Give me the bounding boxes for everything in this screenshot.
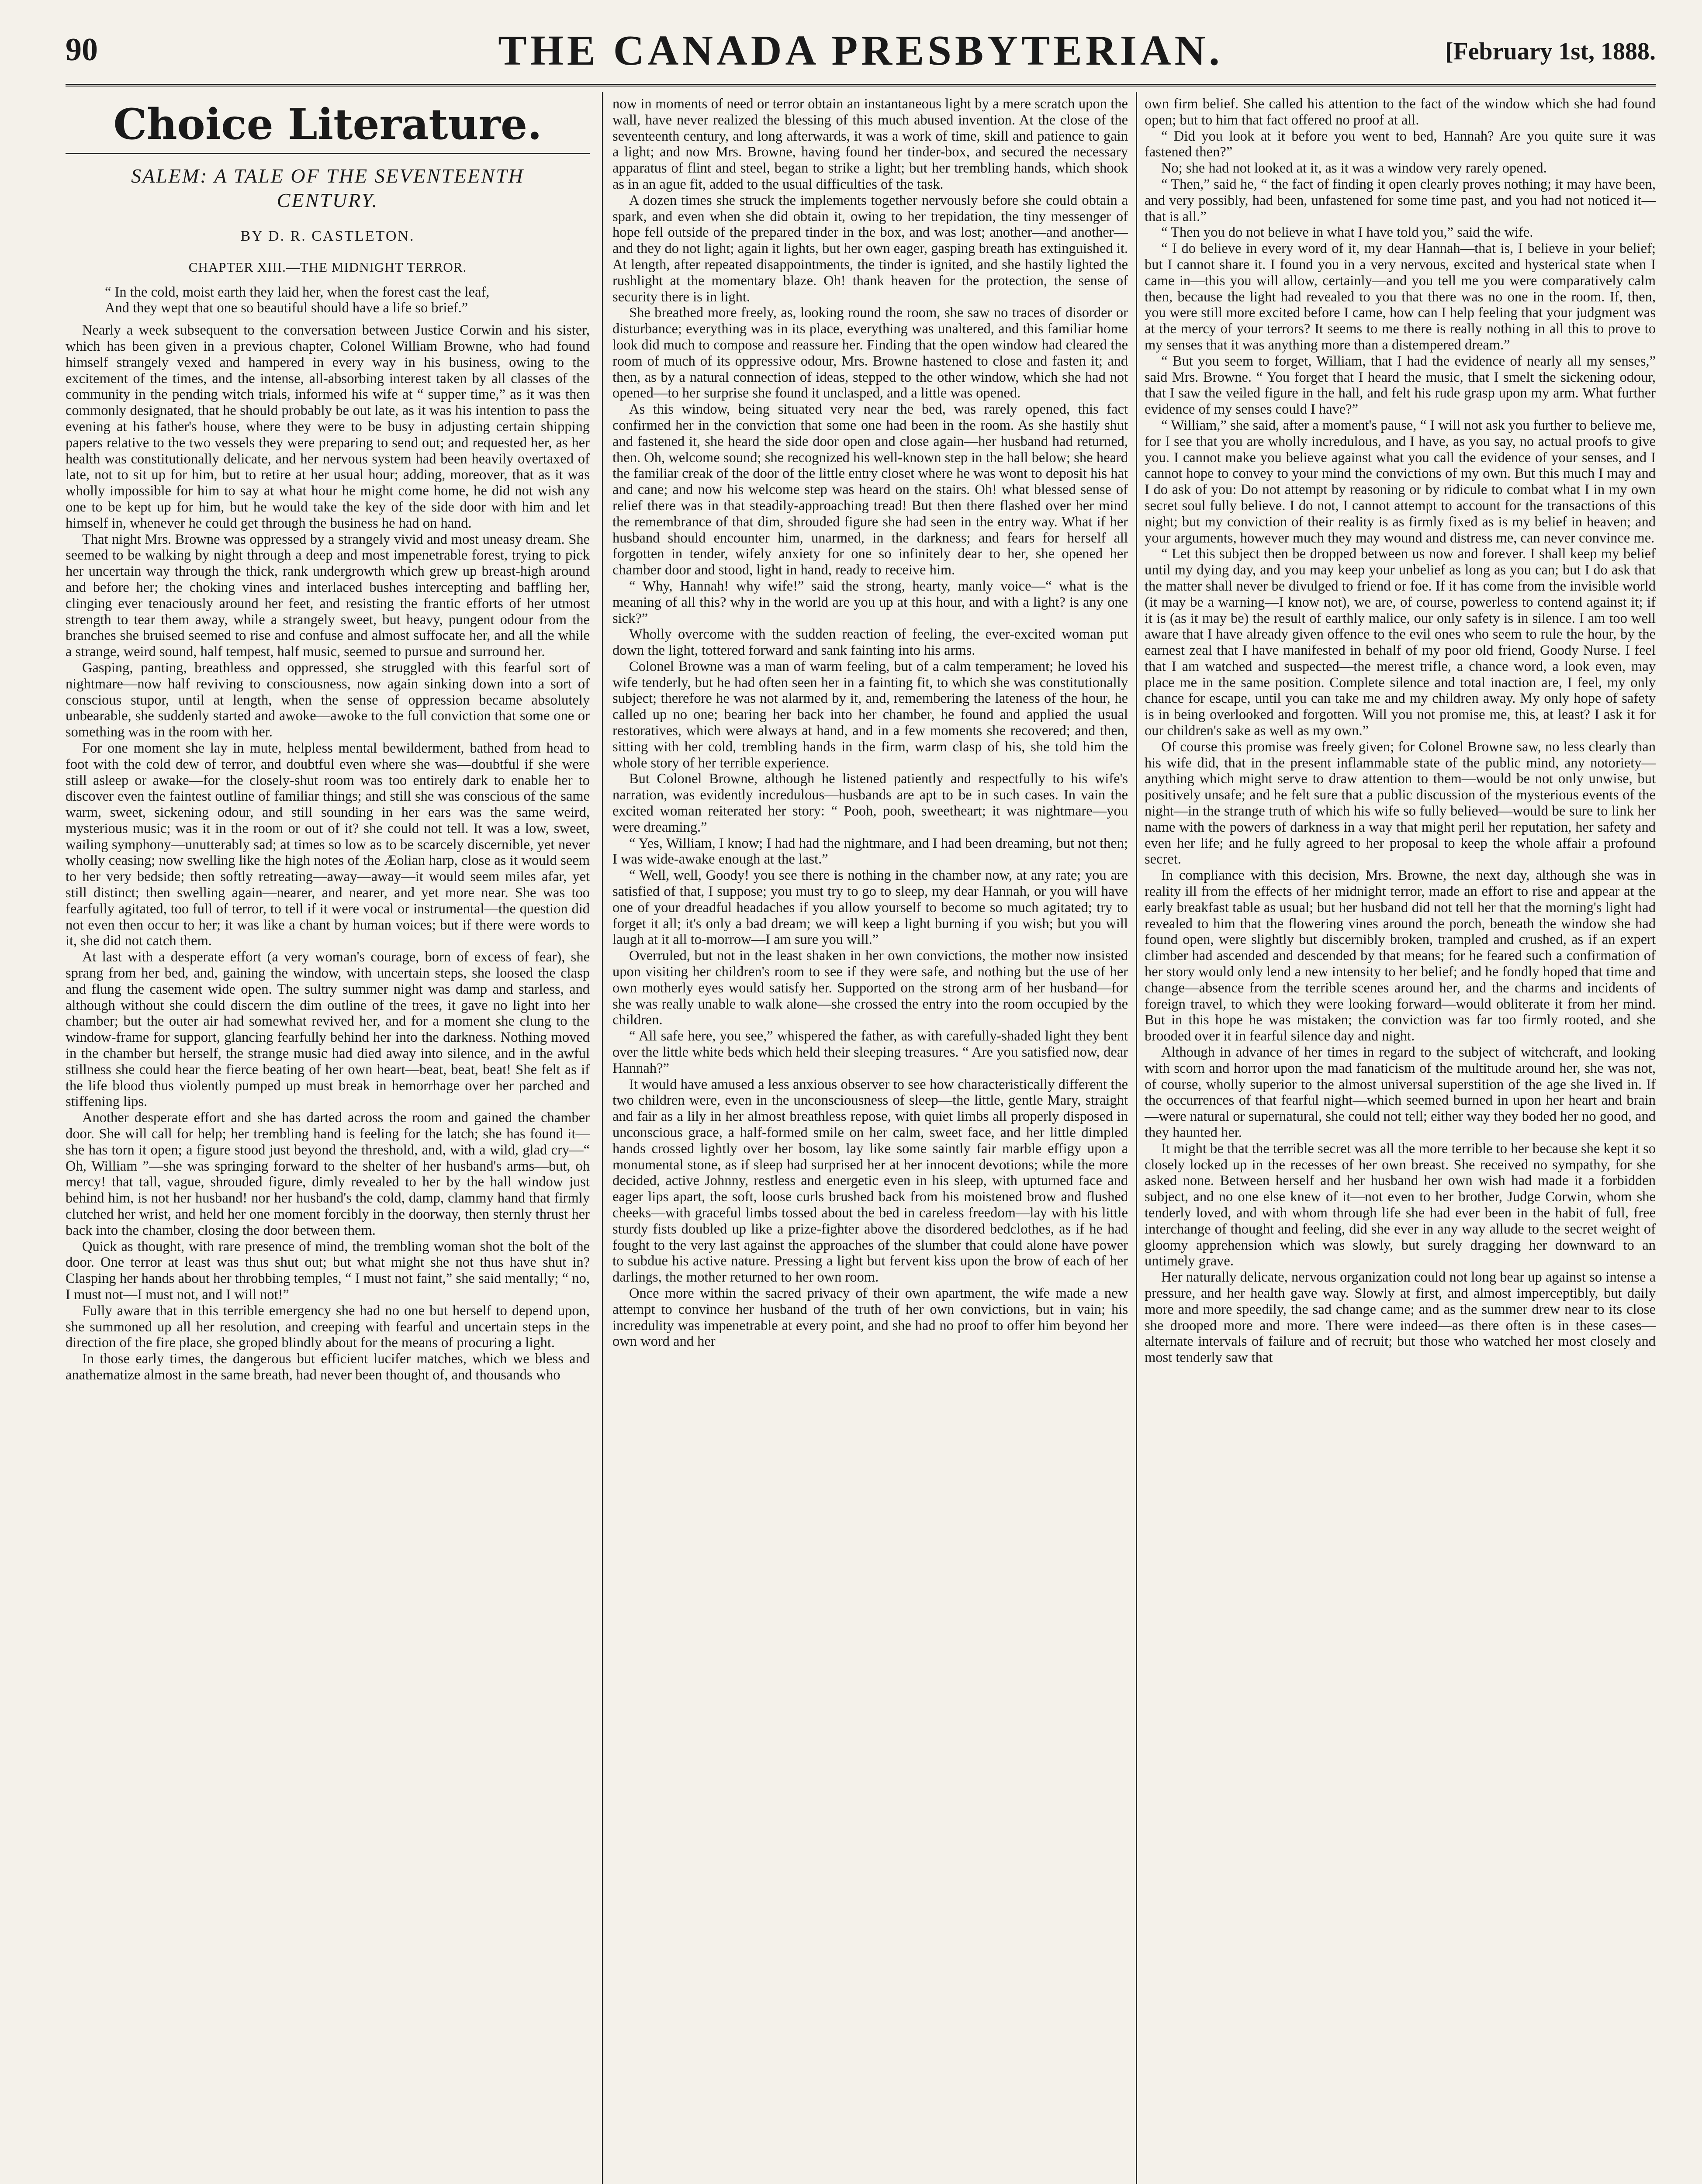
column-3-body bbox=[1145, 96, 1656, 1366]
article-paragraph: She breathed more freely, as, looking round the room, she saw no traces of disorder or disturbance; everything was in its place, everything was unaltered, and this familiar home look did much to compose and reassure her. Finding that the open window had cleared the room of much of its oppressive odour, Mrs. Browne hastened to close and fasten it; and then, as by a natural connection of ideas, stepped to the other window, which she had not opened—to her surprise she found it unclasped, and a little was opened. bbox=[612, 305, 1128, 401]
column-divider bbox=[1136, 92, 1137, 2184]
article-paragraph: Quick as thought, with rare presence of mind, the trembling woman shot the bolt of the door. One terror at least was thus shut out; but what might she not thus have shut in? Clasping her hands about her throbbing temples, “ I must not faint,” she said mentally; “ no, I must not—I must not, and I will not!” bbox=[66, 1238, 590, 1303]
article-paragraph: No; she had not looked at it, as it was a window very rarely opened. bbox=[1161, 160, 1547, 176]
article-paragraph: Colonel Browne was a man of warm feeling, but of a calm temperament; he loved his wife tenderly, but he had often seen her in a fainting fit, to which she was constitutionally subject; therefore he was not alarmed by it, and, remembering the lateness of the hour, he called up no one; bearing her back into her chamber, he found and applied the usual restoratives, which were always at hand, and in a few moments she recovered; and then, sitting with her cold, trembling hands in the firm, warm clasp of his, she told him the whole story of her terrible experience. bbox=[612, 658, 1128, 771]
section-heading: Choice Literature. bbox=[113, 100, 542, 149]
article-paragraph: But Colonel Browne, although he listened patiently and respectfully to his wife's narration, was evidently incredulous—husbands are apt to be in such cases. In vain the excited woman reiterated her story: “ Pooh, pooh, sweetheart; it was nightmare—you were dreaming.” bbox=[612, 771, 1128, 835]
article-paragraph: Although in advance of her times in regard to the subject of witchcraft, and looking with scorn and horror upon the mad fanaticism of the multitude around her, she was not, of course, wholly superior to the almost universal superstition of the age she lived in. If the occurrences of that fearful night—which seemed burned in upon her heart and brain—were natural or supernatural, she could not tell; either way they boded her no good, and they haunted her. bbox=[1145, 1044, 1656, 1140]
article-paragraph: Fully aware that in this terrible emergency she had no one but herself to depend upon, she summoned up all her resolution, and creeping with fearful and uncertain steps in the direction of the fire place, she groped blindly about for the means of procuring a light. bbox=[66, 1303, 590, 1351]
column-1-body bbox=[66, 322, 590, 1383]
column-1 bbox=[66, 96, 590, 2184]
article-paragraph: “ Let this subject then be dropped between us now and forever. I shall keep my belief until my dying day, and you may keep your unbelief as long as you can; but I do ask that the matter shall never be divulged to friend or foe. If it has come from the invisible world (it may be a warning—I know not), we are, of course, powerless to contend against it; if it is (as it may be) the result of earthly malice, our only safety is in silence. I am too well aware that I have already given offence to the evil ones who seem to rule the hour, by the earnest zeal that I have manifested in behalf of my poor old friend, Goody Nurse. I feel that I am watched and suspected—the merest trifle, a chance word, a look even, may place me in the same position. Complete silence and total inaction are, I feel, my only chance for escape, until you can take me and my children away. My only hope of safety is in being overlooked and forgotten. Will you not promise me, this, at least? I ask it for our children's sake as well as my own.” bbox=[1145, 546, 1656, 739]
byline: BY D. R. CASTLETON. bbox=[240, 228, 415, 244]
article-paragraph: Her naturally delicate, nervous organization could not long bear up against so intense a pressure, and her health gave way. Slowly at first, and almost imperceptibly, but daily more and more speedily, the sad change came; and as the summer drew near to its close she drooped more and more. There were indeed—as there often is in these cases—alternate intervals of failure and of recruit; but those who watched her most closely and most tenderly saw that bbox=[1145, 1269, 1656, 1366]
section-rule bbox=[66, 153, 590, 154]
article-paragraph: In those early times, the dangerous but efficient lucifer matches, which we bless and anathematize almost in the same breath, had never been thought of, and thousands who bbox=[66, 1351, 590, 1383]
header-rule bbox=[66, 84, 1656, 86]
column-2-body bbox=[612, 96, 1128, 1350]
article-paragraph: For one moment she lay in mute, helpless mental bewilderment, bathed from head to foot with the cold dew of terror, and doubtful even where she was—doubtful if she were still asleep or awake—for the closely-shut room was too entirely dark to enable her to discover even the faintest outline of familiar things; and still she was conscious of the same warm, sweet, sickening odour, and still sounding in her ears was the same weird, mysterious music; was it in the room or out of it? she could not tell. It was a low, sweet, wailing symphony—unutterably sad; at times so low as to be scarcely discernible, yet never wholly ceasing; now swelling like the high notes of the Æolian harp, close as it would seem to her very bedside; then softly retreating—away—away—it would seem miles afar, yet still distinct; then swelling again—nearer, and nearer, and yet more near. She was too fearfully agitated, too full of terror, to tell if it were vocal or instrumental—the question did not even then occur to her; it was like a chant by human voices; but if there were words to it, she did not catch them. bbox=[66, 740, 590, 949]
article-paragraph: “ Yes, William, I know; I had had the nightmare, and I had been dreaming, but not then; I was wide-awake enough at the last.” bbox=[612, 835, 1128, 867]
article-paragraph: now in moments of need or terror obtain an instantaneous light by a mere scratch upon the wall, have never realized the blessing of this much abused invention. At the close of the seventeenth century, and long afterwards, it was a work of time, skill and patience to gain a light; and now Mrs. Browne, having found her tinder-box, and secured the necessary apparatus of flint and steel, began to strike a light; but her trembling hands, which shook as in an ague fit, added to the usual difficulties of the task. bbox=[612, 96, 1128, 192]
page-number: 90 bbox=[66, 32, 98, 68]
article-paragraph: A dozen times she struck the implements together nervously before she could obtain a spark, and even when she did obtain it, owing to her trepidation, the tiny messenger of hope fell outside of the prepared tinder in the box, and was lost; another—and another—and they do not light; again it lights, but her own eager, gasping breath has extinguished it. At length, after repeated disappointments, the tinder is ignited, and she hastily lighted the rushlight at the momentary blaze. Oh! thank heaven for the protection, the sense of security there is in light. bbox=[612, 192, 1128, 305]
article-paragraph: “ All safe here, you see,” whispered the father, as with carefully-shaded light they bent over the little white beds which held their sleeping treasures. “ Are you satisfied now, dear Hannah?” bbox=[612, 1028, 1128, 1076]
page-header bbox=[66, 26, 1656, 79]
article-paragraph: “ Why, Hannah! why wife!” said the strong, hearty, manly voice—“ what is the meaning of all this? why in the world are you up at this hour, and with a light? is any one sick?” bbox=[612, 578, 1128, 626]
article-paragraph: It would have amused a less anxious observer to see how characteristically different the two children were, even in the unconsciousness of sleep—the little, gentle Mary, straight and fair as a lily in her almost breathless repose, with quiet limbs all properly disposed in unconscious grace, a half-formed smile on her calm, sweet face, and her little dimpled hands crossed lightly over her bosom, lay like some saintly fair marble effigy upon a monumental stone, as if sleep had surprised her at her innocent devotions; while the more decided, active Johnny, restless and energetic even in his sleep, with upturned face and eager lips apart, the soft, loose curls brushed back from his moistened brow and flushed cheeks—with graceful limbs tossed about the bed in careless freedom—lay with his little sturdy fists doubled up like a prize-fighter above the disordered bedclothes, as if he had fought to the very last against the approaches of the slumber that could alone have power to subdue his active nature. Pressing a light but fervent kiss upon the brow of each of her darlings, the mother returned to her own room. bbox=[612, 1076, 1128, 1286]
article-paragraph: “ Did you look at it before you went to bed, Hannah? Are you quite sure it was fastened then?” bbox=[1145, 128, 1656, 160]
article-paragraph: Wholly overcome with the sudden reaction of feeling, the ever-excited woman put down the light, tottered forward and sank fainting into his arms. bbox=[612, 626, 1128, 659]
epigraph-line: “ In the cold, moist earth they laid her, when the forest cast the leaf, bbox=[105, 284, 490, 300]
article-paragraph: “ Then you do not believe in what I have told you,” said the wife. bbox=[1161, 225, 1533, 241]
article-paragraph: At last with a desperate effort (a very woman's courage, born of excess of fear), she sprang from her bed, and, gaining the window, with uncertain steps, she loosed the clasp and flung the casement wide open. The sultry summer night was damp and starless, and although without she could discern the dim outline of the trees, it gave no light into her chamber; but the outer air had somewhat revived her, and for a moment she clung to the window-frame for support, glancing fearfully behind her into the darkness. Nothing moved in the chamber but herself, the strange music had died away into silence, and in the awful stillness she could hear the fierce beating of her own heart—beat, beat, beat! She felt as if the life blood thus violently pumped up must break in hemorrhage over her parched and stiffening lips. bbox=[66, 949, 590, 1110]
article-paragraph: That night Mrs. Browne was oppressed by a strangely vivid and most uneasy dream. She seemed to be walking by night through a deep and most impenetrable forest, trying to pick her uncertain way through the thick, rank undergrowth which grew up breast-high around and before her; the choking vines and interlaced bushes intercepting and baffling her, clinging ever tenaciously around her feet, and resisting the frantic efforts of her utmost strength to tear them away, while a strangely sweet, but heavy, pungent odour from the branches she bruised seemed to rise and confuse and almost suffocate her, and all the while a strange, weird sound, half tempest, half music, seemed to pursue and surround her. bbox=[66, 531, 590, 660]
article-paragraph: Once more within the sacred privacy of their own apartment, the wife made a new attempt to convince her husband of the truth of her own convictions, but in vain; his incredulity was impenetrable at every point, and she had no proof to offer him beyond her own word and her bbox=[612, 1285, 1128, 1350]
article-paragraph: In compliance with this decision, Mrs. Browne, the next day, although she was in reality ill from the effects of her midnight terror, made an effort to rise and appear at the early breakfast table as usual; but her husband did not tell her that the morning's light had revealed to him that the flowering vines around the porch, beneath the window she had found open, were slightly but discernibly broken, trampled and crushed, as if an expert climber had ascended and descended by that means; for he feared such a confirmation of her story would only lend a new intensity to her belief; and he fondly hoped that time and change—absence from the terrible scenes around her, and the charms and incidents of foreign travel, to which they were looking forward—would obliterate it from her mind. But in this hope he was mistaken; the conviction was far too firmly rooted, and she brooded over it in fearful silence day and night. bbox=[1145, 867, 1656, 1044]
article-paragraph: Of course this promise was freely given; for Colonel Browne saw, no less clearly than his wife did, that in the present inflammable state of the public mind, any notoriety—anything which might serve to draw attention to them—would be not only unwise, but positively unsafe; and he felt sure that a public discussion of the mysterious events of the night—in the strange truth of which his wife so fully believed—would be sure to link her name with the powers of darkness in a way that might peril her reputation, her safety and even her life; and he fully agreed to her proposal to keep the whole affair a profound secret. bbox=[1145, 739, 1656, 867]
article-paragraph: “ Then,” said he, “ the fact of finding it open clearly proves nothing; it may have been, and very possibly, had been, unfastened for some time past, and you had not noticed it—that is all.” bbox=[1145, 176, 1656, 225]
article-paragraph: own firm belief. She called his attention to the fact of the window which she had found open; but to him that fact offered no proof at all. bbox=[1145, 96, 1656, 128]
article-paragraph: Overruled, but not in the least shaken in her own convictions, the mother now insisted upon visiting her children's room to see if they were safe, and nothing but the use of her own motherly eyes would satisfy her. Supported on the strong arm of her husband—for she was really unable to walk alone—she crossed the entry into the room occupied by the children. bbox=[612, 948, 1128, 1028]
article-paragraph: It might be that the terrible secret was all the more terrible to her because she kept it so closely locked up in the recesses of her own breast. She received no sympathy, for she asked none. Between herself and her husband her own wish had made it a forbidden subject, and no one else knew of it—not even to her brother, Judge Corwin, whom she tenderly loved, and with whom through life she had ever been in the habit of full, free interchange of thought and feeling, did she ever in any way allude to the secret weight of gloomy apprehension which was slowly, but surely dragging her downward to an untimely grave. bbox=[1145, 1140, 1656, 1269]
article-paragraph: Gasping, panting, breathless and oppressed, she struggled with this fearful sort of nightmare—now half reviving to consciousness, now again sinking down into a sort of conscious stupor, until at length, when the sense of oppression became absolutely unbearable, she suddenly started and awoke—awoke to the full conviction that some one or something was in the room with her. bbox=[66, 660, 590, 740]
epigraph bbox=[66, 284, 590, 317]
column-divider bbox=[602, 92, 603, 2184]
chapter-heading: CHAPTER XIII.—THE MIDNIGHT TERROR. bbox=[188, 259, 467, 275]
column-3 bbox=[1145, 96, 1656, 2184]
article-paragraph: Nearly a week subsequent to the conversation between Justice Corwin and his sister, which has been given in a previous chapter, Colonel William Browne, who had found himself strangely vexed and hampered in every way in his business, owing to the excitement of the times, and the intense, all-absorbing interest taken by all classes of the community in the pending witch trials, informed his wife at “ supper time,” as it was then commonly designated, that he should probably be out late, as it was his intention to pass the evening at his father's house, where they were to be busy in adjusting certain shipping papers relative to the two vessels they were preparing to send out; and requested her, as her health was constitutionally delicate, and her nervous system had been heavily overtaxed of late, not to sit up for him, but to retire at her usual hour; adding, moreover, that as it was wholly impossible for him to say at what hour he might come home, he did not wish any one to be kept up for him, but he would take the key of the side door with him and let himself in, whenever he could get through the business he had on hand. bbox=[66, 322, 590, 531]
issue-date: [February 1st, 1888. bbox=[1445, 38, 1656, 65]
article-paragraph: Another desperate effort and she has darted across the room and gained the chamber door. She will call for help; her trembling hand is feeling for the latch; she has found it—she has torn it open; a figure stood just beyond the threshold, and, with a wild, glad cry—“ Oh, William ”—she was springing forward to the shelter of her husband's arms—but, oh mercy! that tall, vague, shrouded figure, dimly revealed to her by the hall window just behind him, is not her husband! nor her husband's the cold, damp, clammy hand that firmly clutched her wrist, and held her one moment forcibly in the doorway, then sternly thrust her back into the chamber, closing the door between them. bbox=[66, 1110, 590, 1238]
epigraph-line: And they wept that one so beautiful should have a life so brief.” bbox=[105, 300, 468, 316]
article-paragraph: “ Well, well, Goody! you see there is nothing in the chamber now, at any rate; you are satisfied of that, I suppose; you must try to go to sleep, my dear Hannah, or you will have one of your dreadful headaches if you allow yourself to become so much agitated; try to forget it all; it's only a bad dream; we will keep a light burning if you wish; but you will laugh at it all to-morrow—I am sure you will.” bbox=[612, 867, 1128, 948]
article-paragraph: “ But you seem to forget, William, that I had the evidence of nearly all my senses,” said Mrs. Browne. “ You forget that I heard the music, that I smelt the sickening odour, that I saw the veiled figure in the hall, and felt his rude grasp upon my arm. What further evidence of my senses could I have?” bbox=[1145, 353, 1656, 418]
article-paragraph: “ William,” she said, after a moment's pause, “ I will not ask you further to believe me, for I see that you are wholly incredulous, and I have, as you say, no actual proofs to give you. I cannot make you believe against what you call the evidence of your senses, and I cannot hope to convey to your mind the convictions of my own. But this much I may and I do ask of you: Do not attempt by reasoning or by ridicule to combat what I in my own secret soul fully believe. I do not, I cannot attempt to account for the transactions of this night; but my conviction of their reality is as firmly fixed as is my belief in heaven; and your arguments, however much they may wound and distress me, can never convince me. bbox=[1145, 417, 1656, 546]
story-title: SALEM: A TALE OF THE SEVENTEENTH CENTURY. bbox=[131, 165, 524, 211]
article-paragraph: “ I do believe in every word of it, my dear Hannah—that is, I believe in your belief; but I cannot share it. I found you in a very nervous, excited and hysterical state when I came in—this you will allow, certainly—and you tell me you were comparatively calm then, because the light had revealed to you that there was no one in the room. If, then, you were still more excited before I came, how can I help feeling that your judgment was at the mercy of your terrors? It seems to me there is really nothing in all this to prove to my senses that it was anything more than a distempered dream.” bbox=[1145, 241, 1656, 353]
newspaper-title: THE CANADA PRESBYTERIAN. bbox=[498, 27, 1223, 74]
column-2 bbox=[612, 96, 1128, 2184]
article-paragraph: As this window, being situated very near the bed, was rarely opened, this fact confirmed her in the conviction that some one had been in the room. As she hastily shut and fastened it, she heard the side door open and close again—her husband had returned, then. Oh, welcome sound; she recognized his well-known step in the hall below; she heard the familiar creak of the door of the little entry closet where he was wont to deposit his hat and cane; and now his welcome step was heard on the stairs. Oh! what blessed sense of relief there was in that steadily-approaching tread! But then there flashed over her mind the remembrance of that dim, shrouded figure she had seen in the entry way. What if her husband should encounter him, unarmed, in the darkness; and fears for herself all forgotten in tender, wifely anxiety for one so infinitely dear to her, she opened her chamber door and stood, light in hand, ready to receive him. bbox=[612, 401, 1128, 578]
